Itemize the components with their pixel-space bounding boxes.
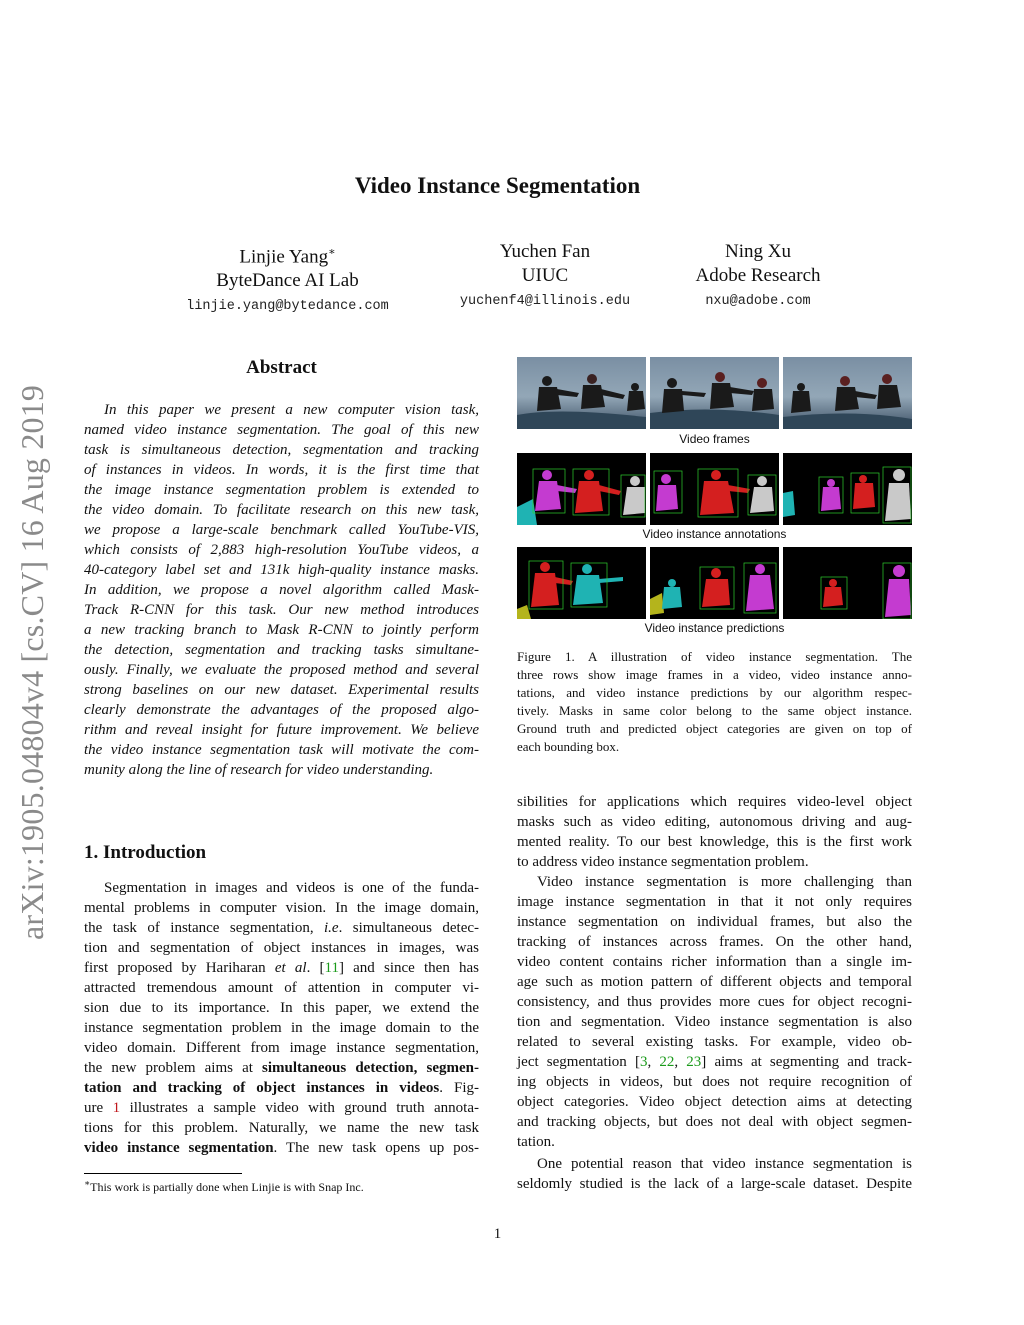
body-line: object categories. Video object detection aims at detecting bbox=[517, 1094, 912, 1110]
author-email[interactable]: linjie.yang@bytedance.com bbox=[186, 299, 389, 315]
abstract-line: a new tracking branch to Mask R-CNN to jointly perform bbox=[84, 622, 479, 638]
body-line: to address video instance segmentation problem. bbox=[517, 854, 809, 870]
body-line: the task of instance segmentation, i.e. simultaneous detec- bbox=[84, 920, 480, 936]
figure-row-label: Video instance annotations bbox=[642, 527, 787, 541]
body-line: ject segmentation [3, 22, 23] aims at segmenting and track- bbox=[517, 1054, 913, 1070]
footnote-text: This work is partially done when Linjie is with Snap Inc. bbox=[90, 1180, 364, 1194]
body-line: tion and segmentation of object instances in images, was bbox=[84, 940, 479, 956]
body-line: tion and segmentation. Video instance segmentation is also bbox=[517, 1014, 912, 1030]
figure-reference-link[interactable]: 1 bbox=[112, 1100, 121, 1116]
body-line: the new problem aims at simultaneous detection, segmen- bbox=[84, 1060, 479, 1076]
figure-row-label: Video instance predictions bbox=[644, 621, 785, 635]
caption-line: Figure 1. A illustration of video instance segmentation. The bbox=[517, 649, 912, 664]
author-name: Linjie Yang bbox=[239, 246, 329, 268]
author-block-3 bbox=[670, 240, 846, 314]
page-number: 1 bbox=[493, 1226, 502, 1242]
caption-line: tively. Masks in same color belong to the same object instance. bbox=[517, 703, 912, 718]
abstract-line: clearly demonstrate the advantages of the proposed algo- bbox=[84, 702, 479, 718]
video-frame-image bbox=[783, 357, 912, 429]
footnote bbox=[84, 1178, 364, 1195]
abstract-line: In addition, we propose a novel algorithm called Mask- bbox=[84, 582, 479, 598]
abstract-line: 40-category label set and 131k high-quality instance masks. bbox=[84, 562, 479, 578]
prediction-mask-image bbox=[650, 547, 779, 619]
prediction-mask-image bbox=[783, 547, 912, 619]
body-line: seldomly studied is the lack of a large-scale dataset. Despite bbox=[517, 1176, 912, 1192]
abstract-line: rithm and reveal insight for future improvement. We believe bbox=[84, 722, 479, 738]
citation-link[interactable]: 23 bbox=[686, 1054, 702, 1070]
citation-link[interactable]: 3 bbox=[639, 1054, 648, 1070]
abstract-line: the detection, segmentation and tracking tasks simultane- bbox=[84, 642, 479, 658]
abstract-line: named video instance segmentation. The goal of this new bbox=[84, 422, 479, 438]
body-line: One potential reason that video instance segmentation is bbox=[537, 1156, 912, 1172]
author-affiliation: ByteDance AI Lab bbox=[216, 270, 359, 292]
body-line: mental problems in computer vision. In the image domain, bbox=[84, 900, 479, 916]
body-line: instance segmentation problem in the image domain to the bbox=[84, 1020, 479, 1036]
abstract-line: the image instance segmentation problem is extended to bbox=[84, 482, 479, 498]
author-name: Ning Xu bbox=[725, 241, 791, 262]
abstract-line: munity along the line of research for video understanding. bbox=[84, 762, 434, 778]
body-line: mented reality. To our best knowledge, this is the first work bbox=[517, 834, 912, 850]
author-block-1 bbox=[170, 240, 405, 319]
abstract-line: we propose a large-scale benchmark called YouTube-VIS, bbox=[84, 522, 479, 538]
caption-line: each bounding box. bbox=[517, 739, 620, 754]
figure-row-label: Video frames bbox=[679, 432, 750, 446]
caption-line: Ground truth and predicted object categories are given on top of bbox=[517, 721, 912, 736]
citation-link[interactable]: 22 bbox=[659, 1054, 675, 1070]
footnote-divider bbox=[84, 1173, 242, 1174]
prediction-mask-image bbox=[517, 547, 646, 619]
video-frames-row bbox=[517, 357, 912, 429]
annotation-mask-image bbox=[517, 453, 646, 525]
footnote-mark: ∗ bbox=[84, 1178, 91, 1188]
author-affiliation: UIUC bbox=[521, 265, 569, 286]
paper-title: Video Instance Segmentation bbox=[354, 173, 641, 198]
body-line: first proposed by Hariharan et al. [11] and since then has bbox=[84, 960, 479, 976]
video-frame-image bbox=[517, 357, 646, 429]
body-line: attracted tremendous amount of attention in computer vi- bbox=[84, 980, 479, 996]
body-line: related to several existing tasks. For example, video ob- bbox=[517, 1034, 912, 1050]
abstract-body bbox=[84, 400, 479, 780]
abstract-line: which consists of 2,883 high-resolution YouTube videos, a bbox=[84, 542, 479, 558]
video-frame-image bbox=[650, 357, 779, 429]
abstract-line: Track R-CNN for this task. Our new method introduces bbox=[84, 602, 479, 618]
body-line: instance segmentation on individual frames, but also the bbox=[517, 914, 912, 930]
caption-line: three rows show image frames in a video, video instance anno- bbox=[517, 667, 912, 682]
author-block-2 bbox=[430, 240, 660, 314]
citation-link[interactable]: 11 bbox=[324, 960, 339, 976]
body-line: sion due to its importance. In this paper, we extend the bbox=[84, 1000, 479, 1016]
abstract-line: the video instance segmentation task will motivate the com- bbox=[84, 742, 479, 758]
author-email[interactable]: yuchenf4@illinois.edu bbox=[459, 294, 631, 309]
author-footnote-mark: ∗ bbox=[328, 246, 336, 258]
author-email[interactable]: nxu@adobe.com bbox=[705, 294, 811, 309]
predictions-row bbox=[517, 547, 912, 619]
abstract-heading: Abstract bbox=[246, 357, 317, 378]
introduction-right-column bbox=[517, 792, 912, 1194]
body-line: ing objects in videos, but does not require recognition of bbox=[517, 1074, 912, 1090]
abstract-line: strong baselines on our new dataset. Experimental results bbox=[84, 682, 479, 698]
body-line: tions for this problem. Naturally, we name the new task bbox=[84, 1120, 479, 1136]
body-line: consistency, and thus provides more cues for object recogni- bbox=[517, 994, 912, 1010]
abstract-line: In this paper we present a new computer vision task, bbox=[104, 402, 479, 418]
author-affiliation: Adobe Research bbox=[695, 265, 821, 286]
body-line: ure 1 illustrates a sample video with ground truth annota- bbox=[84, 1100, 479, 1116]
body-line: Segmentation in images and videos is one of the funda- bbox=[104, 880, 479, 896]
body-line: video instance segmentation. The new task opens up pos- bbox=[84, 1140, 479, 1156]
body-line: video domain. Different from image instance segmentation, bbox=[84, 1040, 479, 1056]
author-name: Yuchen Fan bbox=[499, 241, 591, 262]
caption-line: tations, and video instance predictions by our algorithm respec- bbox=[517, 685, 912, 700]
body-line: image instance segmentation in that it not only requires bbox=[517, 894, 912, 910]
abstract-line: task is simultaneous detection, segmentation and tracking bbox=[84, 442, 479, 458]
body-line: Video instance segmentation is more challenging than bbox=[537, 874, 912, 890]
body-line: sibilities for applications which requires video-level object bbox=[517, 794, 912, 810]
abstract-line: ously. Finally, we evaluate the proposed method and several bbox=[84, 662, 479, 678]
body-line: age such as motion pattern of different objects and temporal bbox=[517, 974, 912, 990]
body-line: and tracking objects, but does not deal with object segmen- bbox=[517, 1114, 912, 1130]
body-line: masks such as video editing, autonomous driving and aug- bbox=[517, 814, 912, 830]
abstract-line: of instances in videos. In words, it is the first time that bbox=[84, 462, 479, 478]
introduction-left-column bbox=[84, 878, 479, 1158]
annotation-mask-image bbox=[783, 453, 912, 525]
abstract-line: the video domain. To facilitate research on this new task, bbox=[84, 502, 479, 518]
annotation-mask-image bbox=[650, 453, 779, 525]
body-line: tation and tracking of object instances in videos. Fig- bbox=[84, 1080, 479, 1096]
arxiv-identifier-stamp: arXiv:1905.04804v4 [cs.CV] 16 Aug 2019 bbox=[14, 384, 50, 940]
body-line: tation. bbox=[517, 1134, 555, 1150]
figure-caption bbox=[517, 648, 912, 756]
body-line: tracking of instances across frames. On the other hand, bbox=[517, 934, 912, 950]
section-heading-introduction: 1. Introduction bbox=[84, 842, 207, 863]
body-line: video content contains richer information than a single im- bbox=[517, 954, 912, 970]
annotations-row bbox=[517, 453, 912, 525]
